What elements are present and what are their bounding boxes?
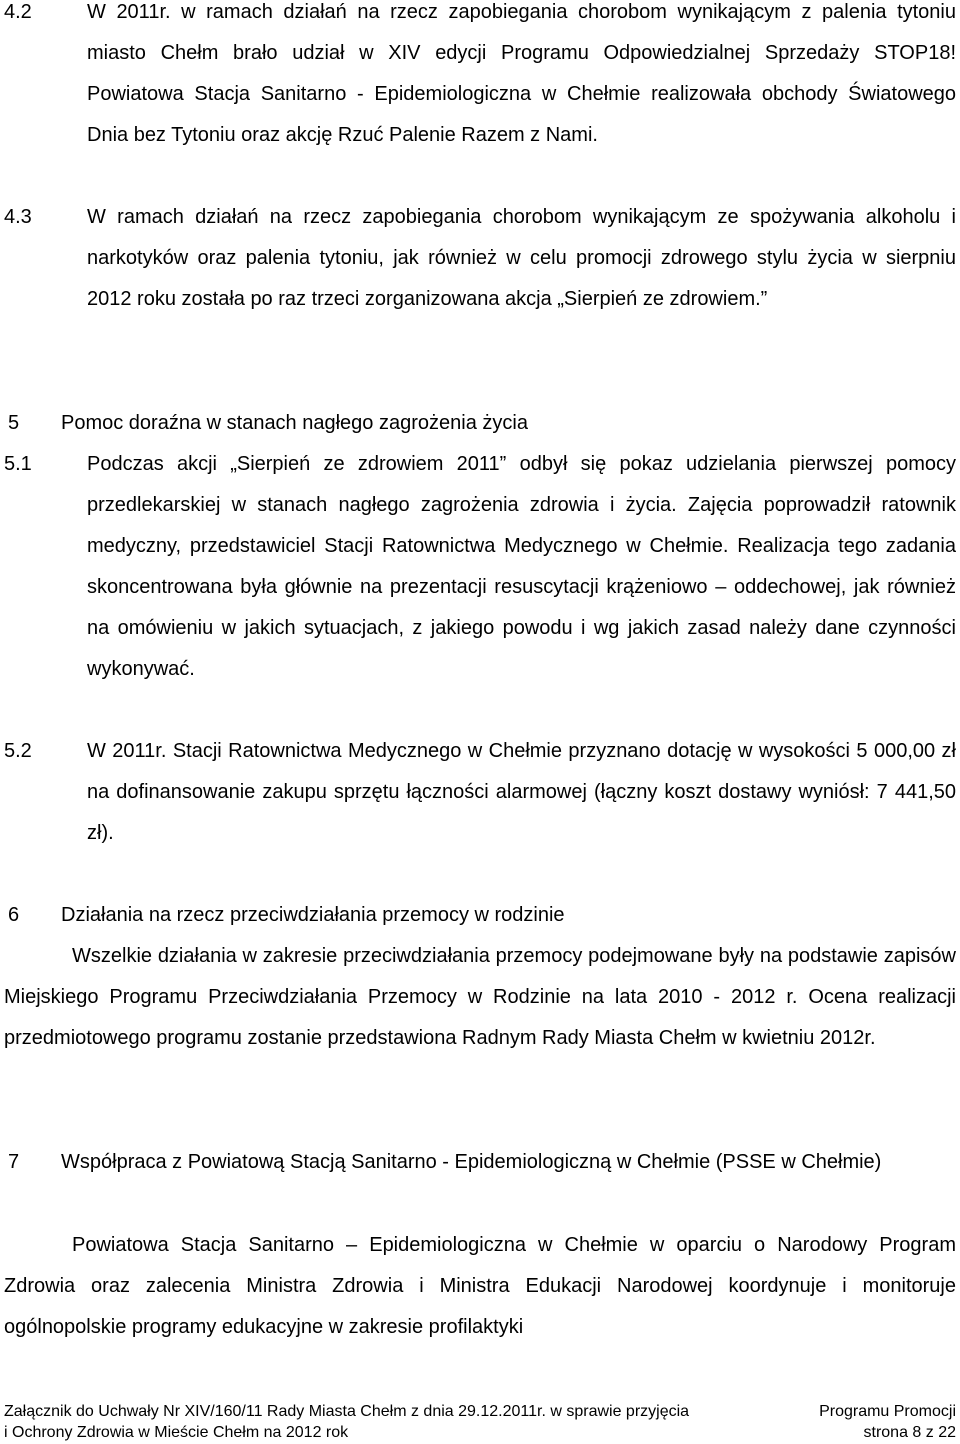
heading-text: Działania na rzecz przeciwdziałania przemocy w rodzinie xyxy=(61,904,565,926)
section-number: 4.3 xyxy=(4,206,32,228)
footer-program-text: Programu Promocji xyxy=(819,1403,956,1420)
heading-7 xyxy=(8,1142,956,1183)
heading-text: Pomoc doraźna w stanach nagłego zagrożenia życia xyxy=(61,412,528,434)
page-footer xyxy=(4,1401,956,1443)
page-number: strona 8 z 22 xyxy=(863,1424,956,1441)
footer-line-1 xyxy=(4,1401,956,1422)
heading-5 xyxy=(8,403,956,444)
section-text: Podczas akcji „Sierpień ze zdrowiem 2011” odbył się pokaz udzielania pierwszej pomocy przedlekarskiej w stanach nagłego zagrożenia zdrowia i życia. Zajęcia poprowadził ratownik medyczny, przedstawiciel Stacji Ratownictwa Medycznego w Chełmie. Realizacja tego zadania skoncentrowana była głównie na prezentacji resuscytacji krążeniowo – oddechowej, jak również na omówieniu w jakich sytuacjach, z jakiego powodu i wg jakich zasad należy dane czynności wykonywać. xyxy=(87,453,956,680)
section-number: 4.2 xyxy=(4,1,32,23)
heading-number: 7 xyxy=(8,1151,20,1173)
section-text: W 2011r. Stacji Ratownictwa Medycznego w Chełmie przyznano dotację w wysokości 5 000,00 zł na dofinansowanie zakupu sprzętu łączności alarmowej (łączny koszt dostawy wyniósł: 7 441,50 zł). xyxy=(87,740,956,844)
section-4-3 xyxy=(4,197,956,320)
heading-number: 5 xyxy=(8,412,20,434)
heading-6 xyxy=(8,895,956,936)
section-text: W 2011r. w ramach działań na rzecz zapobiegania chorobom wynikającym z palenia tytoniu miasto Chełm brało udział w XIV edycji Programu Odpowiedzialnej Sprzedaży STOP18! Powiatowa Stacja Sanitarno - Epidemiologiczna w Chełmie realizowała obchody Światowego Dnia bez Tytoniu oraz akcję Rzuć Palenie Razem z Nami. xyxy=(87,1,956,146)
footer-program-title: i Ochrony Zdrowia w Mieście Chełm na 2012 rok xyxy=(4,1424,349,1441)
section-number: 5.1 xyxy=(4,453,32,475)
section-4-2 xyxy=(4,0,956,156)
section-5-1 xyxy=(4,444,956,690)
section-text: W ramach działań na rzecz zapobiegania chorobom wynikającym ze spożywania alkoholu i narkotyków oraz palenia tytoniu, jak również w celu promocji zdrowego stylu życia w sierpniu 2012 roku została po raz trzeci zorganizowana akcja „Sierpień ze zdrowiem.” xyxy=(87,206,956,310)
heading-text: Współpraca z Powiatową Stacją Sanitarno - Epidemiologiczną w Chełmie (PSSE w Chełmie) xyxy=(61,1151,882,1173)
footer-resolution-text: Załącznik do Uchwały Nr XIV/160/11 Rady Miasta Chełm z dnia 29.12.2011r. w sprawie przyjęcia xyxy=(4,1403,690,1420)
paragraph-psse: Powiatowa Stacja Sanitarno – Epidemiologiczna w Chełmie w oparciu o Narodowy Program Zdrowia oraz zalecenia Ministra Zdrowia i Ministra Edukacji Narodowej koordynuje i monitoruje ogólnopolskie programy edukacyjne w zakresie profilaktyki xyxy=(4,1234,956,1338)
section-5-2 xyxy=(4,731,956,854)
heading-number: 6 xyxy=(8,904,20,926)
paragraph-violence-prevention: Wszelkie działania w zakresie przeciwdziałania przemocy podejmowane były na podstawie zapisów Miejskiego Programu Przeciwdziałania Przemocy w Rodzinie na lata 2010 - 2012 r. Ocena realizacji przedmiotowego programu zostanie przedstawiona Radnym Rady Miasta Chełm w kwietniu 2012r. xyxy=(4,945,956,1049)
section-number: 5.2 xyxy=(4,740,32,762)
footer-line-2 xyxy=(4,1422,956,1443)
